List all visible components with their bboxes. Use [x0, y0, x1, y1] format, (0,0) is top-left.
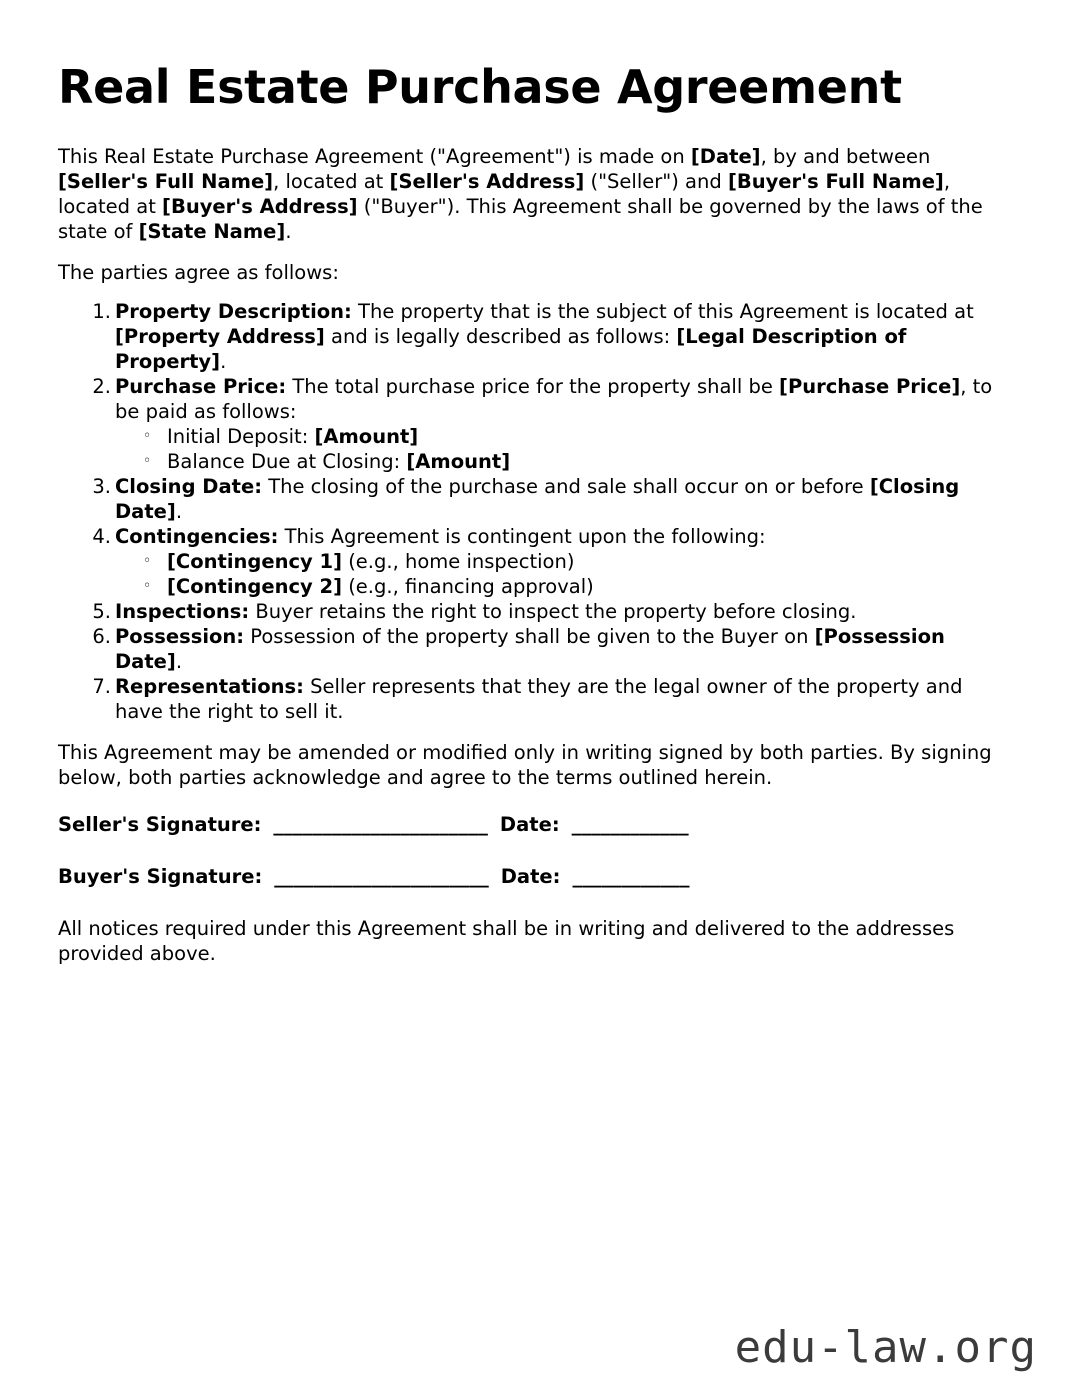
- clause-text-after: .: [175, 499, 183, 523]
- buyer-name-placeholder: [Buyer's Full Name]: [727, 169, 944, 193]
- clause-heading: Contingencies:: [115, 524, 279, 548]
- notices-paragraph: All notices required under this Agreement shall be in writing and delivered to the addresses provided above.: [58, 916, 955, 965]
- clause-heading: Purchase Price:: [115, 374, 287, 398]
- clause-text-after: , to be paid as follows:: [115, 374, 993, 423]
- clause-item-2: [58, 374, 1010, 474]
- seller-signature-label: Seller's Signature:: [58, 812, 262, 836]
- clause-text-before: Buyer retains the right to inspect the property before closing.: [249, 599, 857, 623]
- sub-item-balance-due: [115, 449, 1010, 474]
- clause-text-before: The total purchase price for the property shall be: [286, 374, 780, 398]
- sub-item-contingency-1: [115, 549, 1010, 574]
- clause-text-before: This Agreement is contingent upon the following:: [278, 524, 766, 548]
- clause-number: 3.: [92, 474, 111, 498]
- clause-number: 6.: [92, 624, 111, 648]
- clause-item-6: [58, 624, 1010, 674]
- parties-lead-in: The parties agree as follows:: [58, 260, 339, 284]
- clause-text-after: .: [220, 349, 227, 373]
- clause-text-middle: and is legally described as follows:: [324, 324, 677, 348]
- purchase-price-placeholder: [Purchase Price]: [779, 374, 961, 398]
- clause-number: 5.: [92, 599, 111, 623]
- state-placeholder: [State Name]: [138, 219, 286, 243]
- clause-text-before: Seller represents that they are the legal owner of the property and have the right to sell it.: [115, 674, 963, 723]
- signature-block: [58, 812, 1010, 889]
- clause-item-3: [58, 474, 1010, 524]
- buyer-signature-line[interactable]: ______________________: [274, 864, 489, 888]
- intro-text-2: , by and between: [760, 144, 931, 168]
- clause-item-7: [58, 674, 1010, 724]
- seller-name-placeholder: [Seller's Full Name]: [58, 169, 274, 193]
- amendment-paragraph: This Agreement may be amended or modified only in writing signed by both parties. By signing below, both parties acknowledge and agree to the terms outlined herein.: [58, 740, 992, 789]
- date-placeholder: [Date]: [690, 144, 761, 168]
- clause-heading: Inspections:: [115, 599, 250, 623]
- sub-item-label: Initial Deposit:: [167, 424, 315, 448]
- clause-heading: Possession:: [115, 624, 245, 648]
- clause-item-1: [58, 299, 1010, 374]
- clause-number: 4.: [92, 524, 111, 548]
- sub-item-contingency-2: [115, 574, 1010, 599]
- page-title: Real Estate Purchase Agreement: [58, 60, 902, 114]
- intro-paragraph: [58, 144, 1010, 244]
- intro-text-6: ("Buyer"). This Agreement shall be governed by the laws of the state of: [58, 194, 983, 243]
- intro-text-1: This Real Estate Purchase Agreement ("Agreement") is made on: [58, 144, 691, 168]
- possession-date-placeholder: [Possession Date]: [115, 624, 945, 673]
- amount-placeholder: [Amount]: [406, 449, 511, 473]
- intro-text-3: , located at: [273, 169, 390, 193]
- clause-text-before: The closing of the purchase and sale shall occur on or before: [262, 474, 870, 498]
- legal-description-placeholder: [Legal Description of Property]: [115, 324, 907, 373]
- clause-text-after: .: [175, 649, 183, 673]
- seller-signature-line[interactable]: ______________________: [273, 812, 488, 836]
- buyer-signature-row: [58, 864, 1010, 889]
- clause-item-4: [58, 524, 1010, 599]
- clause-heading: Property Description:: [115, 299, 352, 323]
- seller-date-label: Date:: [499, 812, 560, 836]
- closing-date-placeholder: [Closing Date]: [115, 474, 960, 523]
- circle-bullet-icon: ◦: [143, 427, 152, 444]
- buyer-date-line[interactable]: ____________: [572, 864, 690, 888]
- intro-text-5: , located at: [58, 169, 951, 218]
- property-address-placeholder: [Property Address]: [115, 324, 325, 348]
- contingency-1-placeholder: [Contingency 1]: [167, 549, 342, 573]
- buyer-signature-label: Buyer's Signature:: [58, 864, 263, 888]
- buyer-date-label: Date:: [500, 864, 561, 888]
- circle-bullet-icon: ◦: [143, 552, 152, 569]
- seller-address-placeholder: [Seller's Address]: [389, 169, 585, 193]
- intro-text-7: .: [285, 219, 292, 243]
- clause-list: [58, 299, 1010, 724]
- circle-bullet-icon: ◦: [143, 452, 152, 469]
- contingency-sub-list: [115, 549, 1010, 599]
- payment-sub-list: [115, 424, 1010, 474]
- buyer-address-placeholder: [Buyer's Address]: [162, 194, 358, 218]
- clause-text-before: The property that is the subject of this Agreement is located at: [351, 299, 974, 323]
- clause-item-5: [58, 599, 1010, 624]
- seller-date-line[interactable]: ____________: [571, 812, 689, 836]
- clause-heading: Closing Date:: [115, 474, 263, 498]
- document-body: [58, 62, 1010, 966]
- clause-heading: Representations:: [115, 674, 304, 698]
- footer-watermark: edu-law.org: [734, 1322, 1037, 1373]
- sub-item-suffix: (e.g., financing approval): [342, 574, 594, 598]
- circle-bullet-icon: ◦: [143, 577, 152, 594]
- intro-text-4: ("Seller") and: [584, 169, 728, 193]
- clause-number: 2.: [92, 374, 111, 398]
- amount-placeholder: [Amount]: [314, 424, 419, 448]
- clause-number: 7.: [92, 674, 111, 698]
- clause-number: 1.: [92, 299, 111, 323]
- sub-item-initial-deposit: [115, 424, 1010, 449]
- sub-item-label: Balance Due at Closing:: [167, 449, 407, 473]
- sub-item-suffix: (e.g., home inspection): [342, 549, 575, 573]
- clause-text-before: Possession of the property shall be given to the Buyer on: [244, 624, 815, 648]
- seller-signature-row: [58, 812, 1010, 837]
- contingency-2-placeholder: [Contingency 2]: [167, 574, 342, 598]
